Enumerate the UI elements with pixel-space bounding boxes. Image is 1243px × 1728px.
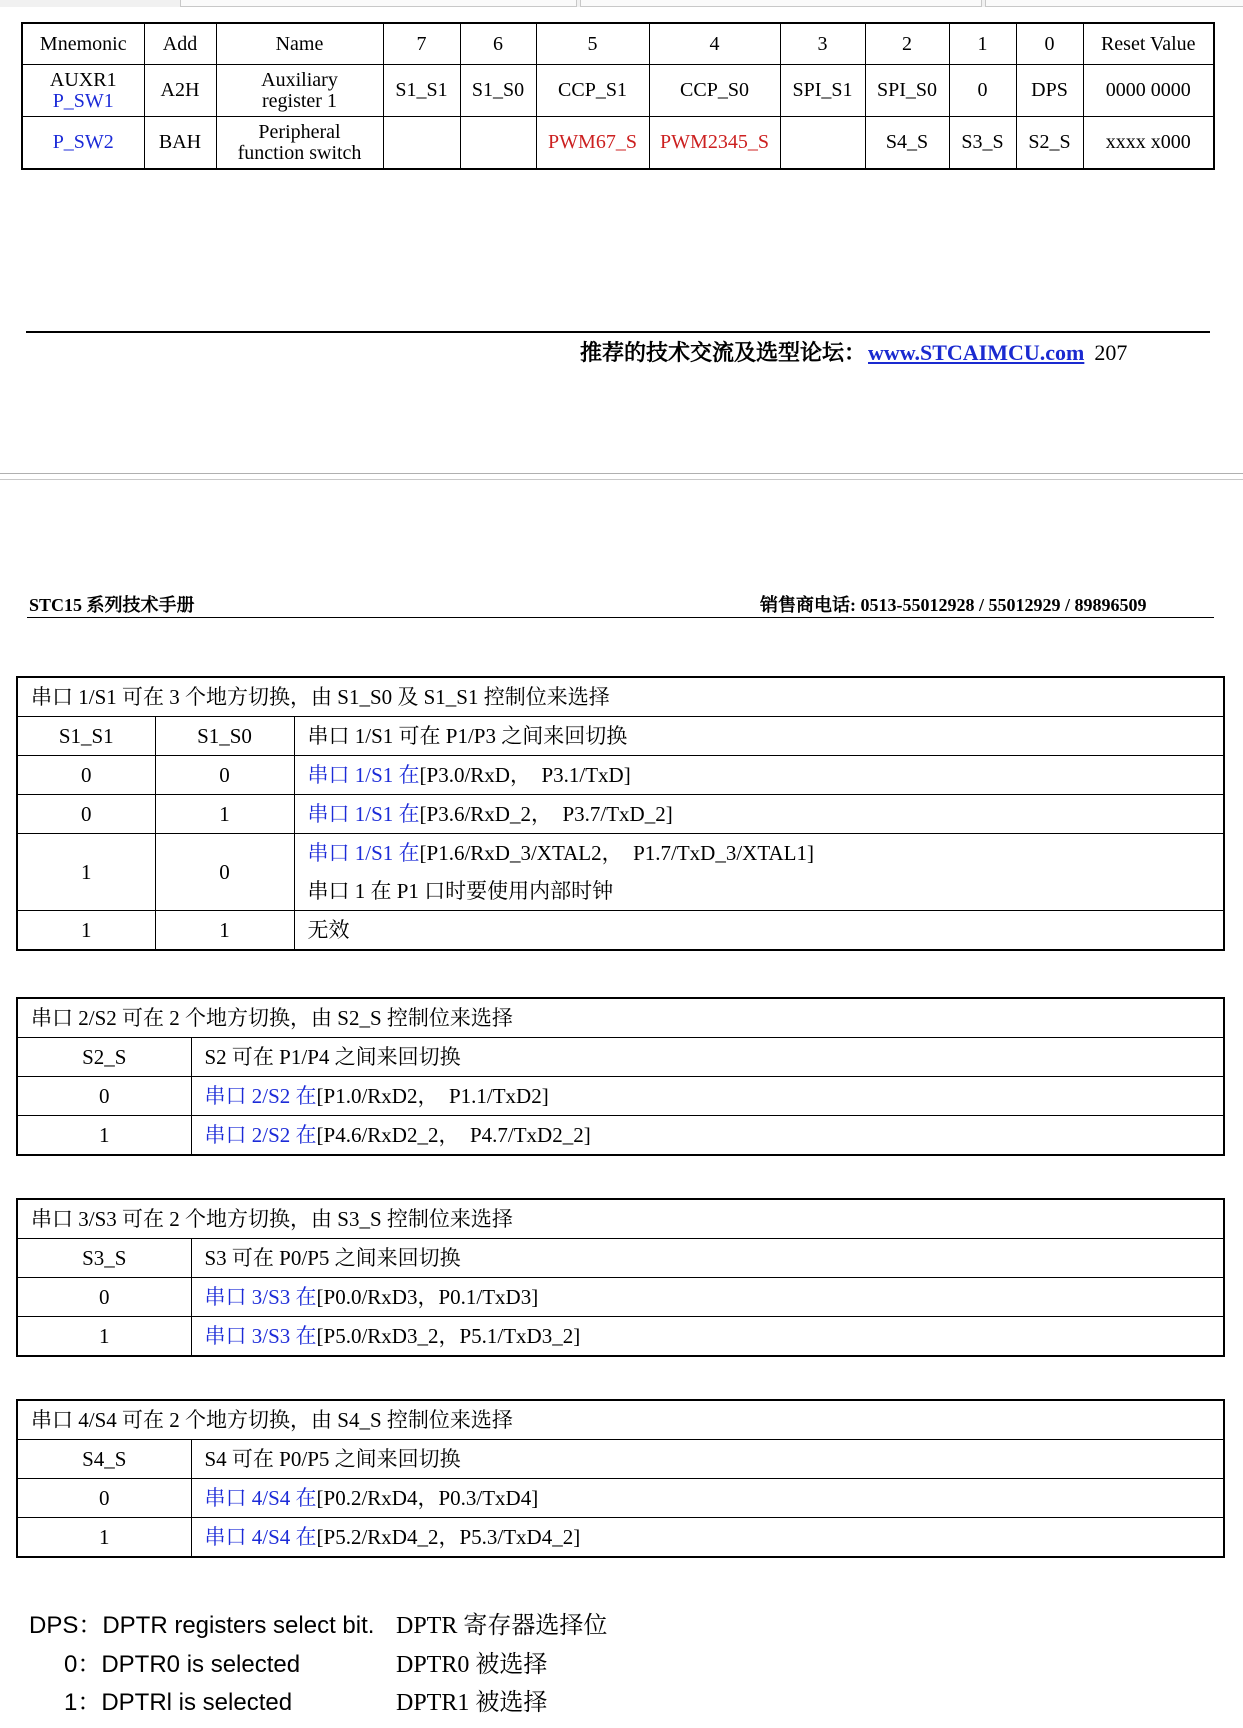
dps-option0-en: 0：DPTR0 is selected (64, 1651, 301, 1678)
serial1-s1-s1-value: 1 (17, 834, 155, 911)
dps-option1-en: 1：DPTRl is selected (64, 1689, 293, 1716)
serial3-title: 串口 3/S3 可在 2 个地方切换，由 S3_S 控制位来选择 (17, 1199, 1224, 1239)
serial2-pin-desc (191, 1116, 1224, 1156)
footer-forum-label: 推荐的技术交流及选型论坛： (580, 340, 867, 365)
serial2-title: 串口 2/S2 可在 2 个地方切换，由 S2_S 控制位来选择 (17, 998, 1224, 1038)
serial1-s1-s0-value: 1 (155, 795, 294, 834)
serial1-title-row (17, 677, 1224, 717)
table-row (17, 756, 1224, 795)
serial3-col-desc: S3 可在 P0/P5 之间来回切换 (191, 1239, 1224, 1278)
header-rule (27, 617, 1214, 618)
auxr1-bit1: 0 (949, 65, 1016, 117)
header-name: Name (216, 23, 383, 65)
serial1-s1-s0-value: 0 (155, 834, 294, 911)
serial1-pin-desc (294, 795, 1224, 834)
serial2-s2-s-value: 1 (17, 1116, 191, 1156)
mnemonic-p-sw2: P_SW2 (22, 117, 144, 170)
auxr1-name-cell (216, 65, 383, 117)
auxr1-bit4: CCP_S0 (649, 65, 780, 117)
p-sw2-bit5: PWM67_S (536, 117, 649, 170)
serial4-prefix: 串口 4/S4 在 (204, 1525, 317, 1549)
serial4-pin-desc (191, 1479, 1224, 1518)
p-sw2-name-line2: function switch (237, 141, 362, 164)
table-row (17, 1278, 1224, 1317)
header-bit3: 3 (780, 23, 865, 65)
serial1-pins: [P3.0/RxD， P3.1/TxD] (419, 763, 631, 787)
footer-rule (26, 331, 1210, 333)
register-table (21, 22, 1215, 170)
page-separator (0, 473, 1243, 474)
manual-title: STC15 系列技术手册 (29, 595, 195, 615)
serial2-table (16, 997, 1225, 1156)
table-row (17, 1077, 1224, 1116)
serial2-s2-s-value: 0 (17, 1077, 191, 1116)
serial1-s1-s0-value: 0 (155, 756, 294, 795)
dps-line-1 (29, 1605, 374, 1640)
table-row (17, 911, 1224, 951)
viewer-tab-edge (985, 0, 1243, 7)
serial3-s3-s-value: 0 (17, 1278, 191, 1317)
p-sw2-name-line1: Peripheral (258, 120, 341, 143)
serial4-pins: [P5.2/RxD4_2，P5.3/TxD4_2] (316, 1525, 581, 1549)
serial4-s4-s-value: 0 (17, 1479, 191, 1518)
serial2-pins: [P1.0/RxD2， P1.1/TxD2] (316, 1084, 549, 1108)
dps-line-1-cn (396, 1605, 607, 1640)
p-sw2-address: BAH (144, 117, 216, 170)
serial3-col-s3-s: S3_S (17, 1239, 191, 1278)
serial2-pins: [P4.6/RxD2_2， P4.7/TxD2_2] (316, 1123, 591, 1147)
serial3-header-row (17, 1239, 1224, 1278)
p-sw2-name-cell (216, 117, 383, 170)
p-sw2-bit0: S2_S (1016, 117, 1083, 170)
header-reset-value: Reset Value (1083, 23, 1214, 65)
auxr1-name-line1: Auxiliary (261, 68, 338, 91)
serial2-header-row (17, 1038, 1224, 1077)
serial4-col-desc: S4 可在 P0/P5 之间来回切换 (191, 1440, 1224, 1479)
auxr1-bit7: S1_S1 (383, 65, 460, 117)
mnemonic-p-sw1: P_SW1 (52, 89, 114, 112)
serial1-table (16, 676, 1225, 951)
serial2-col-s2-s: S2_S (17, 1038, 191, 1077)
serial1-prefix: 串口 1/S1 在 (307, 802, 420, 826)
register-row-p-sw2 (22, 117, 1214, 170)
serial3-title-row (17, 1199, 1224, 1239)
serial3-pins: [P5.0/RxD3_2，P5.1/TxD3_2] (316, 1324, 581, 1348)
table-row (17, 795, 1224, 834)
viewer-top-strip (0, 0, 1243, 7)
header-bit4: 4 (649, 23, 780, 65)
viewer-tab-edge (180, 0, 577, 7)
auxr1-name-line2: register 1 (262, 89, 337, 112)
serial3-pin-desc (191, 1317, 1224, 1357)
serial3-table (16, 1198, 1225, 1357)
dps-desc-en: DPS：DPTR registers select bit. (29, 1612, 375, 1639)
auxr1-bit6: S1_S0 (460, 65, 536, 117)
serial4-pins: [P0.2/RxD4，P0.3/TxD4] (316, 1486, 539, 1510)
auxr1-bit0: DPS (1016, 65, 1083, 117)
p-sw2-bit2: S4_S (865, 117, 949, 170)
dps-desc-cn: DPTR 寄存器选择位 (396, 1613, 608, 1639)
dps-line-3 (64, 1682, 292, 1717)
auxr1-bit2: SPI_S0 (865, 65, 949, 117)
header-add: Add (144, 23, 216, 65)
serial1-pins: [P1.6/RxD_3/XTAL2， P1.7/TxD_3/XTAL1] (419, 841, 814, 865)
serial1-s1-s1-value: 0 (17, 756, 155, 795)
p-sw2-reset-value: xxxx x000 (1083, 117, 1214, 170)
serial4-col-s4-s: S4_S (17, 1440, 191, 1479)
serial3-pins: [P0.0/RxD3，P0.1/TxD3] (316, 1285, 539, 1309)
serial4-table (16, 1399, 1225, 1558)
p-sw2-bit7 (383, 117, 460, 170)
serial1-s1-s1-value: 1 (17, 911, 155, 951)
mnemonic-auxr1: AUXR1 (49, 68, 117, 91)
header-mnemonic: Mnemonic (22, 23, 144, 65)
serial1-pin-desc (294, 756, 1224, 795)
serial1-pins: [P3.6/RxD_2， P3.7/TxD_2] (419, 802, 673, 826)
serial2-prefix: 串口 2/S2 在 (204, 1123, 317, 1147)
serial2-col-desc: S2 可在 P1/P4 之间来回切换 (191, 1038, 1224, 1077)
p-sw2-bit3 (780, 117, 865, 170)
header-bit6: 6 (460, 23, 536, 65)
serial1-col-desc: 串口 1/S1 可在 P1/P3 之间来回切换 (294, 717, 1224, 756)
dps-option0-cn: DPTR0 被选择 (396, 1652, 548, 1678)
serial3-prefix: 串口 3/S3 在 (204, 1324, 317, 1348)
serial1-pin-desc (294, 834, 1224, 911)
dps-option1-cn: DPTR1 被选择 (396, 1690, 548, 1716)
serial3-prefix: 串口 3/S3 在 (204, 1285, 317, 1309)
serial1-col-s1-s0: S1_S0 (155, 717, 294, 756)
serial2-pin-desc (191, 1077, 1224, 1116)
auxr1-bit5: CCP_S1 (536, 65, 649, 117)
table-row (17, 1518, 1224, 1558)
header-bit2: 2 (865, 23, 949, 65)
table-row (17, 1317, 1224, 1357)
page-number: 207 (1094, 340, 1128, 365)
auxr1-bit3: SPI_S1 (780, 65, 865, 117)
serial1-pin-line (308, 834, 1224, 872)
p-sw2-bit1: S3_S (949, 117, 1016, 170)
p-sw2-bit4: PWM2345_S (649, 117, 780, 170)
serial1-s1-s1-value: 0 (17, 795, 155, 834)
serial1-clock-note: 串口 1 在 P1 口时要使用内部时钟 (307, 879, 614, 903)
viewer-tab-edge (580, 0, 982, 7)
serial4-pin-desc (191, 1518, 1224, 1558)
dps-line-3-cn (396, 1682, 547, 1717)
auxr1-address: A2H (144, 65, 216, 117)
serial4-title-row (17, 1400, 1224, 1440)
serial3-pin-desc (191, 1278, 1224, 1317)
p-sw2-bit6 (460, 117, 536, 170)
serial1-prefix: 串口 1/S1 在 (307, 763, 420, 787)
header-bit5: 5 (536, 23, 649, 65)
serial1-header-row (17, 717, 1224, 756)
table-row (17, 834, 1224, 911)
header-bit7: 7 (383, 23, 460, 65)
serial1-col-s1-s1: S1_S1 (17, 717, 155, 756)
sales-phone: 销售商电话: 0513-55012928 / 55012929 / 89896509 (760, 595, 1147, 615)
header-bit0: 0 (1016, 23, 1083, 65)
auxr1-reset-value: 0000 0000 (1083, 65, 1214, 117)
serial1-s1-s0-value: 1 (155, 911, 294, 951)
dps-line-2-cn (396, 1644, 547, 1679)
serial3-s3-s-value: 1 (17, 1317, 191, 1357)
serial2-title-row (17, 998, 1224, 1038)
serial1-prefix: 串口 1/S1 在 (307, 841, 420, 865)
serial1-invalid: 无效 (294, 911, 1224, 951)
page-separator (0, 479, 1243, 480)
header-bit1: 1 (949, 23, 1016, 65)
auxr1-mnemonic-cell (22, 65, 144, 117)
table-row (17, 1116, 1224, 1156)
table-row (17, 1479, 1224, 1518)
serial2-prefix: 串口 2/S2 在 (204, 1084, 317, 1108)
register-row-auxr1 (22, 65, 1214, 117)
serial4-s4-s-value: 1 (17, 1518, 191, 1558)
serial4-header-row (17, 1440, 1224, 1479)
serial4-prefix: 串口 4/S4 在 (204, 1486, 317, 1510)
register-header-row (22, 23, 1214, 65)
page-footer (580, 336, 1127, 367)
dps-line-2 (64, 1644, 300, 1679)
serial4-title: 串口 4/S4 可在 2 个地方切换，由 S4_S 控制位来选择 (17, 1400, 1224, 1440)
serial1-title: 串口 1/S1 可在 3 个地方切换，由 S1_S0 及 S1_S1 控制位来选择 (17, 677, 1224, 717)
footer-forum-link[interactable]: www.STCAIMCU.com (868, 340, 1085, 365)
